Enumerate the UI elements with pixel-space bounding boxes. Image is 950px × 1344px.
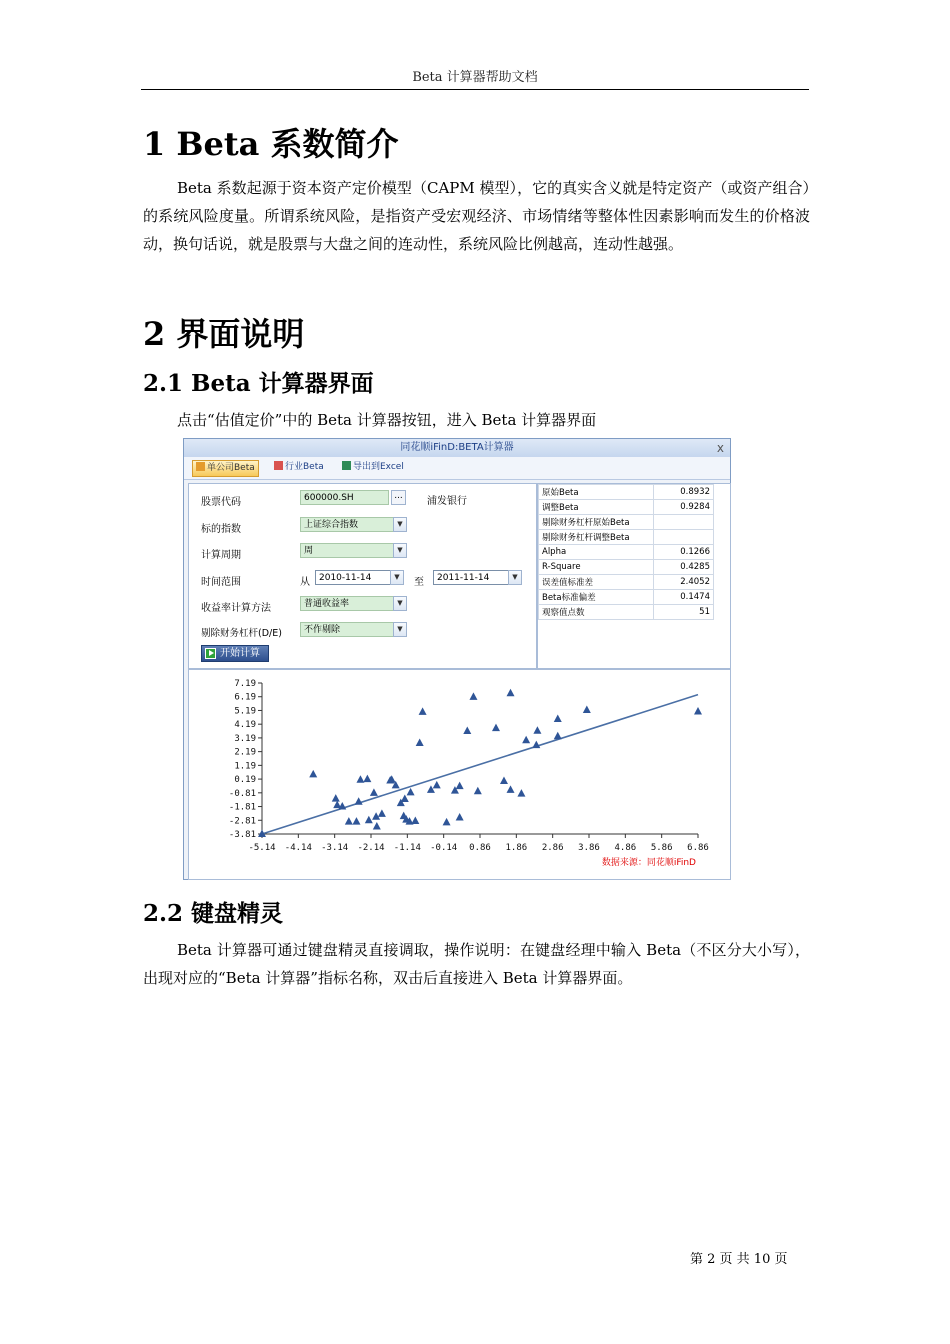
data-point [419,707,427,715]
figure-intro: 点击“估值定价”中的 Beta 计算器按钮，进入 Beta 计算器界面 [177,411,597,429]
scatter-plot-svg [189,670,730,879]
y-tick-label: 5.19 [234,706,256,717]
data-point [309,770,317,778]
section-1-heading: 1 Beta 系数简介 [143,125,399,163]
result-label: 误差值标准差 [539,575,654,590]
result-value: 0.4285 [654,560,714,575]
data-point [507,689,515,697]
result-value: 0.8932 [654,485,714,500]
y-tick-label: 4.19 [234,720,256,731]
section-2-heading: 2 界面说明 [143,315,305,353]
data-point [554,714,562,722]
start-calculation-button[interactable] [201,645,269,662]
data-point [365,816,373,824]
data-source-note: 数据来源：同花顺iFinD [601,858,696,868]
section-2-1-heading: 2.1 Beta 计算器界面 [143,370,374,397]
index-value: 上证综合指数 [304,520,359,530]
lever-select[interactable] [300,622,407,637]
start-date-value: 2010-11-14 [319,573,372,583]
x-tick-label: 6.86 [687,843,709,853]
result-value [654,530,714,545]
x-tick-label: 3.86 [578,843,600,853]
result-value: 51 [654,605,714,620]
result-row [539,605,714,620]
range-label: 时间范围 [201,577,241,588]
result-value: 0.9284 [654,500,714,515]
result-label: 剔除财务杠杆原始Beta [539,515,654,530]
data-point [370,788,378,796]
x-tick-label: 4.86 [614,843,637,853]
section-1-paragraph: Beta 系数起源于资本资产定价模型（CAPM 模型），它的真实含义就是特定资产（或资产组合）的系统风险度量。所谓系统风险，是指资产受宏观经济、市场情绪等整体性因素影响而发生的价格波动，换句话说，就是股票与大盘之间的连动性，系统风险比例越高，连动性越强。 [143,179,810,253]
tab-single-company-beta[interactable] [192,460,259,477]
result-value [654,515,714,530]
data-point [517,789,525,797]
y-tick-label: 3.19 [234,733,256,744]
section-2-2-paragraph: Beta 计算器可通过键盘精灵直接调取，操作说明：在键盘经理中输入 Beta（不区分大小写），出现对应的“Beta 计算器”指标名称，双击后直接进入 Beta 计算器界面。 [143,941,810,987]
data-point [443,818,451,826]
industry-icon [274,461,283,470]
beta-scatter-chart [188,669,731,880]
period-label: 计算周期 [201,550,241,561]
data-point [463,727,471,735]
data-point [554,732,562,740]
x-tick-label: 0.86 [469,843,491,853]
y-tick-label: 0.19 [234,775,256,786]
x-tick-label: -1.14 [393,843,421,853]
stock-code-label: 股票代码 [201,497,241,508]
result-row [539,575,714,590]
close-icon[interactable]: x [716,441,724,455]
data-point [469,692,477,700]
chevron-down-icon: ▼ [508,570,522,585]
data-point [474,787,482,795]
result-label: R-Square [539,560,654,575]
data-point [456,813,464,821]
index-label: 标的指数 [201,524,241,535]
data-point [378,809,386,817]
tab-label: 行业Beta [285,462,324,472]
section-2-2-heading: 2.2 键盘精灵 [143,900,284,927]
x-tick-label: -2.14 [357,843,385,853]
range-from-label: 从 [300,577,310,588]
data-point [533,726,541,734]
parameter-form [188,483,537,669]
result-value: 0.1474 [654,590,714,605]
x-tick-label: 1.86 [505,843,528,853]
data-point [345,817,353,825]
data-point [352,817,360,825]
start-button-label: 开始计算 [220,648,260,659]
x-tick-label: -3.14 [321,843,349,853]
data-point [500,777,508,785]
result-row [539,485,714,500]
data-point [492,724,500,732]
y-tick-label: 1.19 [234,761,256,772]
data-point [583,706,591,714]
result-value: 0.1266 [654,545,714,560]
export-excel-button[interactable] [342,460,404,475]
x-tick-label: -4.14 [284,843,312,853]
data-point [522,736,530,744]
chevron-down-icon: ▼ [393,596,407,611]
data-point [332,794,340,802]
beta-calculator-window [183,438,731,880]
result-row [539,530,714,545]
tab-industry-beta[interactable] [274,460,324,475]
y-tick-label: -1.81 [228,802,256,813]
y-tick-label: 2.19 [234,747,256,758]
data-point [416,738,424,746]
tab-label: 单公司Beta [207,463,255,473]
result-value: 2.4052 [654,575,714,590]
x-tick-label: -0.14 [430,843,458,853]
data-point [532,741,540,749]
data-point [433,781,441,789]
page-header: Beta 计算器帮助文档 [412,70,538,85]
return-method-value: 普通收益率 [304,599,350,609]
y-tick-label: -3.81 [228,830,256,840]
y-tick-label: 7.19 [234,679,256,689]
return-method-label: 收益率计算方法 [201,603,271,614]
excel-icon [342,461,351,470]
stock-name: 浦发银行 [427,496,467,507]
end-date-value: 2011-11-14 [437,573,490,583]
lever-value: 不作剔除 [304,625,341,635]
result-row [539,500,714,515]
results-table [538,484,714,620]
window-title: 同花顺iFinD:BETA计算器 [184,439,730,457]
company-icon [196,462,205,471]
result-label: Beta标准偏差 [539,590,654,605]
x-tick-label: 5.86 [650,843,673,853]
chevron-down-icon: ▼ [393,543,407,558]
data-point [407,788,415,796]
y-tick-label: 6.19 [234,692,256,703]
result-row [539,560,714,575]
data-point [373,822,381,830]
end-date-picker[interactable] [433,570,522,585]
chevron-down-icon: ▼ [393,622,407,637]
data-point [401,794,409,802]
result-label: 剔除财务杠杆调整Beta [539,530,654,545]
y-tick-label: -2.81 [228,816,256,827]
result-label: 原始Beta [539,485,654,500]
tab-label: 导出到Excel [353,462,404,472]
result-row [539,515,714,530]
data-point [507,785,515,793]
range-to-label: 至 [414,577,424,588]
chevron-down-icon: ▼ [390,570,404,585]
play-icon [205,648,216,659]
data-point [411,816,419,824]
data-point [694,707,702,715]
index-select[interactable] [300,517,407,532]
regression-line [262,695,698,834]
return-method-select[interactable] [300,596,407,611]
y-tick-label: -0.81 [228,788,256,799]
result-label: 调整Beta [539,500,654,515]
data-point [355,797,363,805]
data-point [363,775,371,783]
section-1-body [143,174,810,258]
result-label: 观察值点数 [539,605,654,620]
result-row [539,545,714,560]
stock-code-input[interactable]: 600000.SH [300,490,389,505]
x-tick-label: -5.14 [248,843,276,853]
period-select[interactable] [300,543,407,558]
section-2-2-body [143,936,810,992]
start-date-picker[interactable] [315,570,404,585]
stock-browse-button[interactable]: ... [391,490,406,505]
x-tick-label: 2.86 [541,843,564,853]
page-number: 第 2 页 共 10 页 [690,1252,788,1267]
period-value: 周 [304,546,314,556]
data-point [456,782,464,790]
chevron-down-icon: ▼ [393,517,407,532]
window-toolbar [184,457,730,480]
header-divider [141,89,809,90]
lever-label: 剔除财务杠杆(D/E) [201,628,282,639]
result-label: Alpha [539,545,654,560]
data-point [356,775,364,783]
results-panel [537,483,731,669]
result-row [539,590,714,605]
